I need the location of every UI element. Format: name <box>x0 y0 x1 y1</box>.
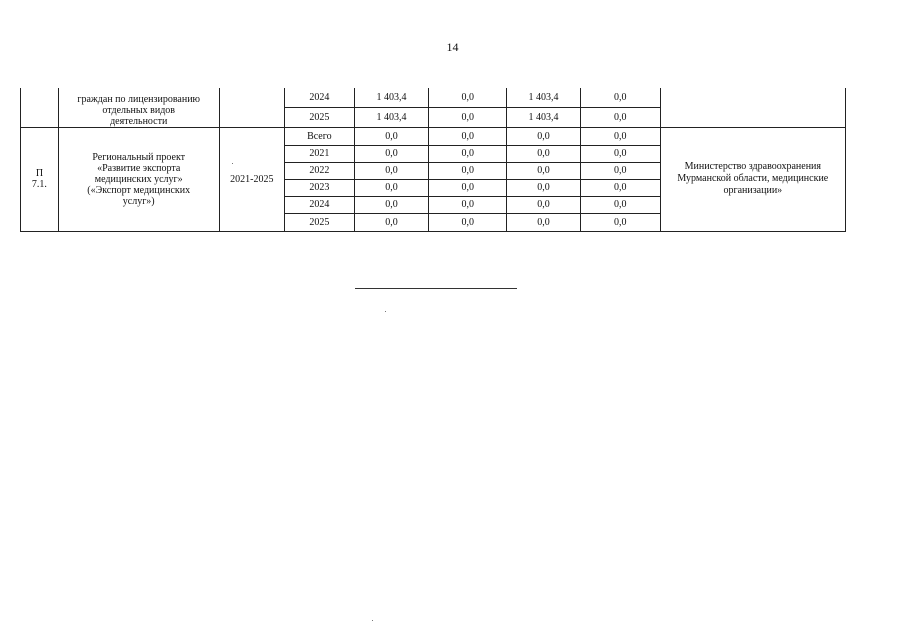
executor-line: Министерство здравоохранения <box>684 161 822 172</box>
row-number-cell <box>21 127 59 231</box>
regional-amount-cell: 0,0 <box>507 145 581 162</box>
federal-amount-cell: 0,0 <box>429 213 507 231</box>
scan-speck <box>372 620 373 621</box>
table-row <box>21 127 846 145</box>
federal-amount-cell: 0,0 <box>429 179 507 196</box>
regional-amount-cell: 0,0 <box>507 162 581 179</box>
regional-amount-cell: 0,0 <box>507 127 581 145</box>
project-name-line: Региональный проект <box>92 151 186 163</box>
year-cell: 2022 <box>285 162 355 179</box>
executor-line: организации» <box>723 185 783 196</box>
year-cell: 2024 <box>285 196 355 213</box>
other-amount-cell: 0,0 <box>580 127 660 145</box>
regional-amount-cell: 0,0 <box>507 196 581 213</box>
total-amount-cell: 0,0 <box>354 196 429 213</box>
task-name-line: деятельности <box>110 115 168 127</box>
table-row <box>21 88 846 107</box>
project-name-line: услуг») <box>122 195 155 207</box>
project-name-line: («Экспорт медицинских <box>87 184 191 196</box>
total-amount-cell: 0,0 <box>354 213 429 231</box>
other-amount-cell: 0,0 <box>580 196 660 213</box>
executor-line: Мурманской области, медицинские <box>677 173 829 184</box>
other-amount-cell: 0,0 <box>580 179 660 196</box>
year-cell: 2024 <box>285 88 355 107</box>
year-cell: 2021 <box>285 145 355 162</box>
regional-amount-cell: 1 403,4 <box>507 107 581 127</box>
task-name-line: отдельных видов <box>102 104 176 116</box>
row-number-cell <box>21 88 59 127</box>
total-amount-cell: 0,0 <box>354 145 429 162</box>
total-amount-cell: 0,0 <box>354 162 429 179</box>
regional-amount-cell: 0,0 <box>507 213 581 231</box>
page-number: 14 <box>446 40 459 54</box>
budget-table <box>20 88 846 232</box>
total-amount-cell: 1 403,4 <box>354 88 429 107</box>
scan-speck <box>385 311 386 312</box>
project-name-line: медицинских услуг» <box>94 173 183 185</box>
federal-amount-cell: 0,0 <box>429 196 507 213</box>
executor-cell <box>660 88 845 127</box>
other-amount-cell: 0,0 <box>580 88 660 107</box>
year-cell: 2023 <box>285 179 355 196</box>
separator-rule <box>355 288 517 289</box>
federal-amount-cell: 0,0 <box>429 107 507 127</box>
regional-amount-cell: 0,0 <box>507 179 581 196</box>
federal-amount-cell: 0,0 <box>429 127 507 145</box>
federal-amount-cell: 0,0 <box>429 162 507 179</box>
total-amount-cell: 0,0 <box>354 179 429 196</box>
other-amount-cell: 0,0 <box>580 213 660 231</box>
total-amount-cell: 1 403,4 <box>354 107 429 127</box>
executor-cell <box>660 127 845 231</box>
period-cell <box>219 88 285 127</box>
year-cell: Всего <box>285 127 355 145</box>
other-amount-cell: 0,0 <box>580 162 660 179</box>
other-amount-cell: 0,0 <box>580 107 660 127</box>
row-number-line: 7.1. <box>31 179 47 190</box>
task-name-line: граждан по лицензированию <box>77 93 201 105</box>
period-cell: 2021-2025 <box>219 127 285 231</box>
federal-amount-cell: 0,0 <box>429 145 507 162</box>
project-name-cell <box>58 127 219 231</box>
year-cell: 2025 <box>285 107 355 127</box>
row-number-line: П <box>35 168 44 179</box>
other-amount-cell: 0,0 <box>580 145 660 162</box>
regional-amount-cell: 1 403,4 <box>507 88 581 107</box>
scan-speck <box>232 163 233 164</box>
task-name-cell <box>58 88 219 127</box>
total-amount-cell: 0,0 <box>354 127 429 145</box>
year-cell: 2025 <box>285 213 355 231</box>
project-name-line: «Развитие экспорта <box>97 162 181 174</box>
federal-amount-cell: 0,0 <box>429 88 507 107</box>
